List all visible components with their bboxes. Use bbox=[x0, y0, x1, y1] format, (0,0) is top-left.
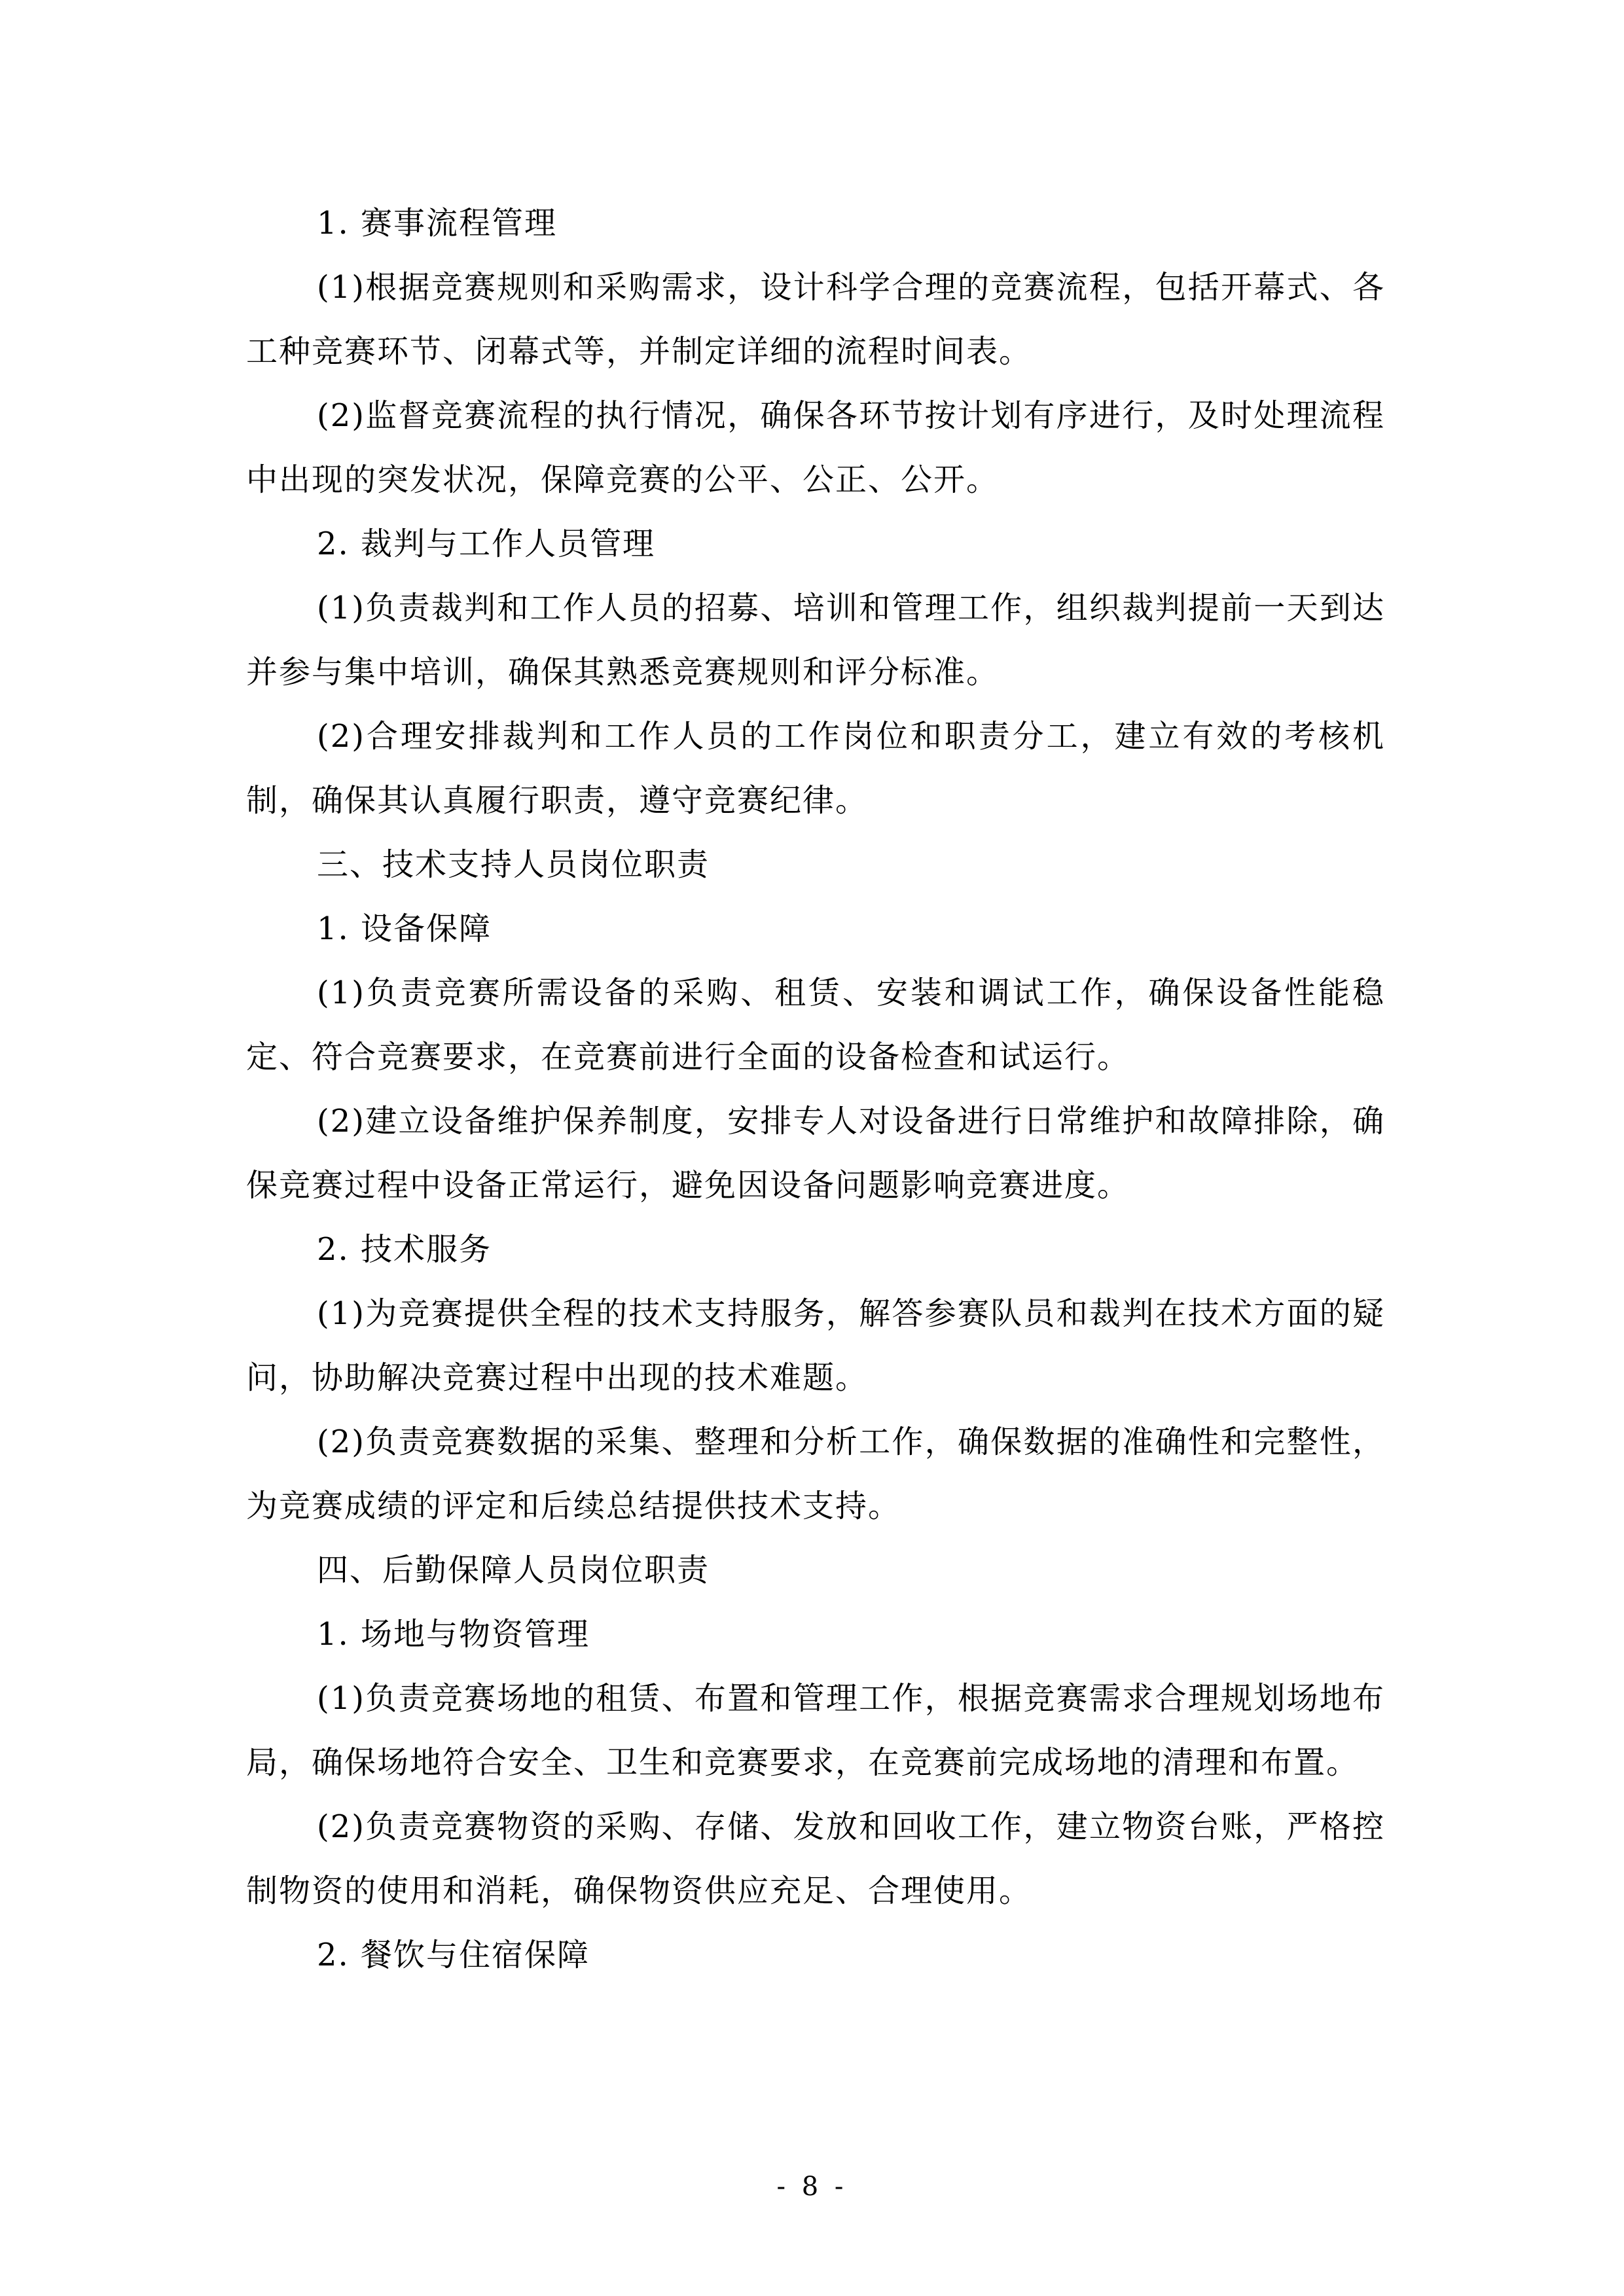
paragraph-equipment-2: (2)建立设备维护保养制度，安排专人对设备进行日常维护和故障排除，确保竞赛过程中设备正常运行，避免因设备问题影响竞赛进度。 bbox=[246, 1103, 1385, 1204]
paragraph-tech-service-1: (1)为竞赛提供全程的技术支持服务，解答参赛队员和裁判在技术方面的疑问，协助解决竞赛过程中出现的技术难题。 bbox=[246, 1295, 1385, 1396]
section-heading-referee: 2. 裁判与工作人员管理 bbox=[317, 526, 656, 562]
paragraph-venue-1: (1)负责竞赛场地的租赁、布置和管理工作，根据竞赛需求合理规划场地布局，确保场地符合安全、卫生和竞赛要求，在竞赛前完成场地的清理和布置。 bbox=[246, 1680, 1385, 1781]
section-heading-catering: 2. 餐饮与住宿保障 bbox=[317, 1937, 590, 1973]
chapter-heading-tech-support: 三、技术支持人员岗位职责 bbox=[317, 846, 710, 883]
paragraph-equipment-1: (1)负责竞赛所需设备的采购、租赁、安装和调试工作，确保设备性能稳定、符合竞赛要求，在竞赛前进行全面的设备检查和试运行。 bbox=[246, 975, 1385, 1075]
paragraph-tech-service-2: (2)负责竞赛数据的采集、整理和分析工作，确保数据的准确性和完整性，为竞赛成绩的评定和后续总结提供技术支持。 bbox=[246, 1424, 1385, 1524]
chapter-heading-logistics: 四、后勤保障人员岗位职责 bbox=[317, 1552, 710, 1588]
page-number: - 8 - bbox=[776, 2172, 848, 2202]
paragraph-process-2: (2)监督竞赛流程的执行情况，确保各环节按计划有序进行，及时处理流程中出现的突发状况，保障竞赛的公平、公正、公开。 bbox=[246, 397, 1385, 498]
paragraph-process-1: (1)根据竞赛规则和采购需求，设计科学合理的竞赛流程，包括开幕式、各工种竞赛环节、闭幕式等，并制定详细的流程时间表。 bbox=[246, 269, 1385, 370]
section-heading-equipment: 1. 设备保障 bbox=[317, 910, 492, 947]
paragraph-referee-1: (1)负责裁判和工作人员的招募、培训和管理工作，组织裁判提前一天到达并参与集中培训，确保其熟悉竞赛规则和评分标准。 bbox=[246, 590, 1385, 691]
paragraph-referee-2: (2)合理安排裁判和工作人员的工作岗位和职责分工，建立有效的考核机制，确保其认真履行职责，遵守竞赛纪律。 bbox=[246, 718, 1385, 819]
section-heading-venue: 1. 场地与物资管理 bbox=[317, 1616, 590, 1653]
paragraph-venue-2: (2)负责竞赛物资的采购、存储、发放和回收工作，建立物资台账，严格控制物资的使用和消耗，确保物资供应充足、合理使用。 bbox=[246, 1808, 1385, 1909]
section-heading-tech-service: 2. 技术服务 bbox=[317, 1231, 492, 1268]
section-heading-process: 1. 赛事流程管理 bbox=[317, 205, 558, 242]
document-body bbox=[246, 191, 1385, 1987]
